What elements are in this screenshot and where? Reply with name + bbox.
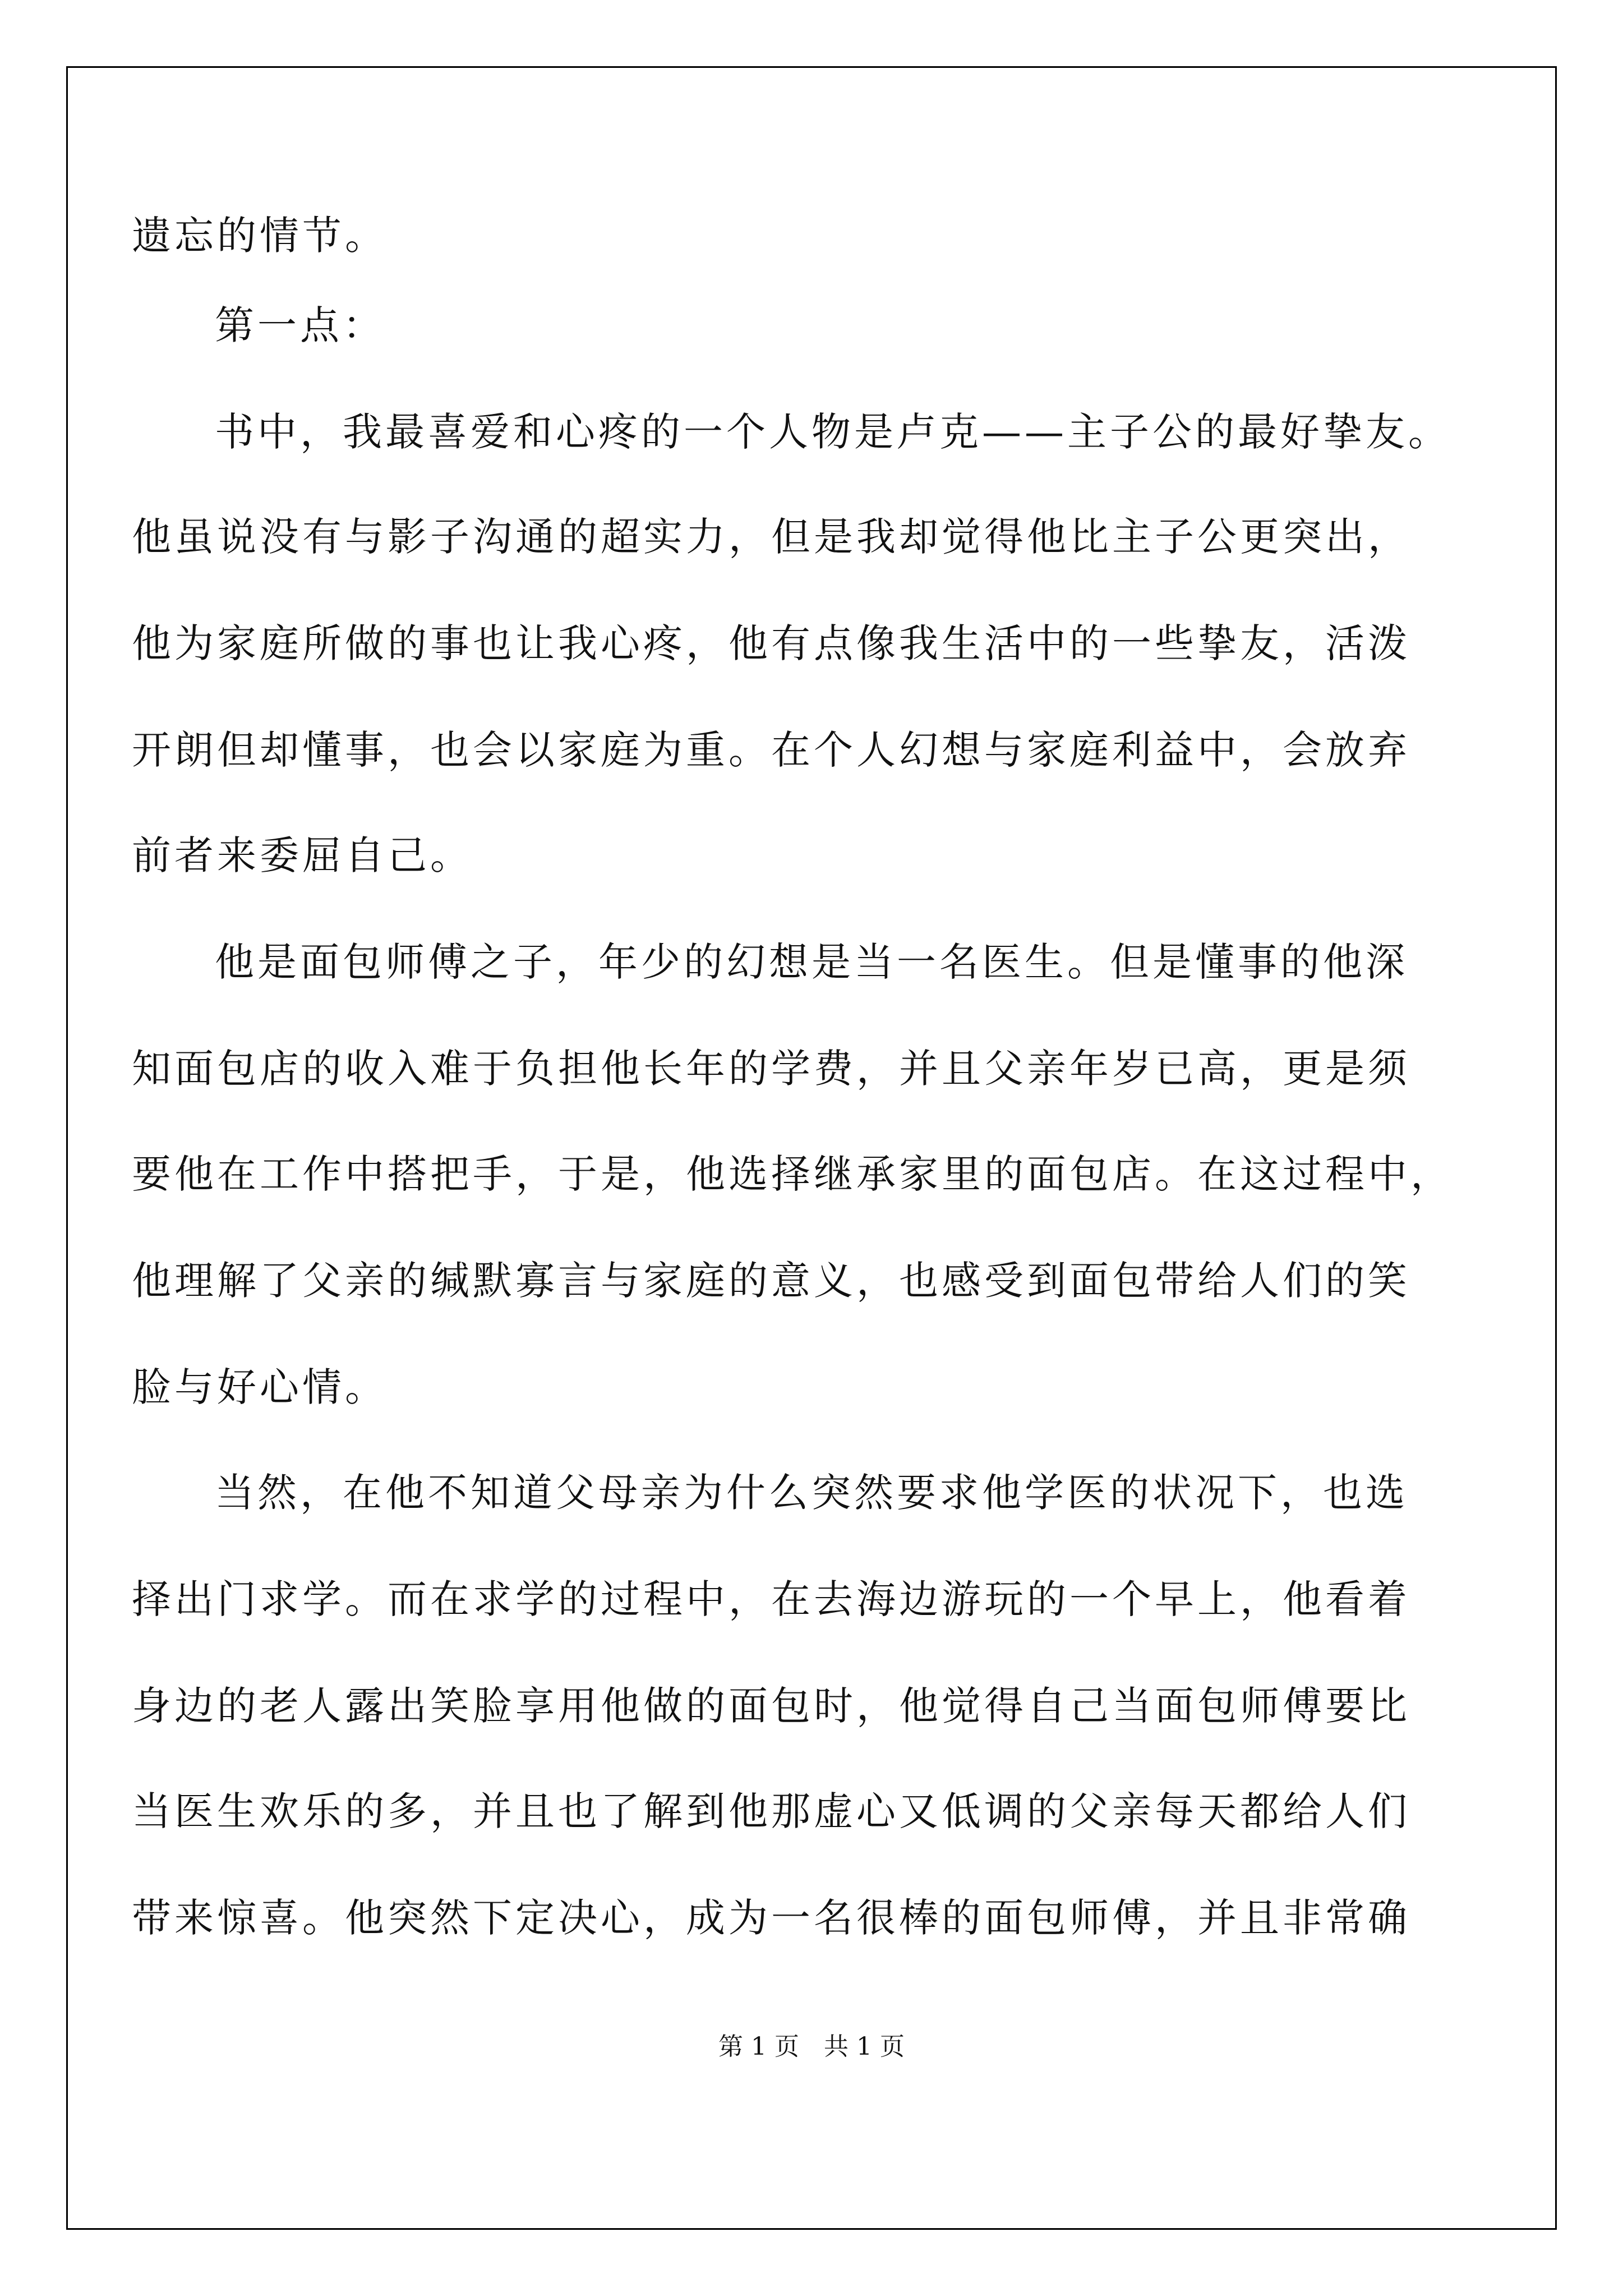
text-line: 书中，我最喜爱和心疼的一个人物是卢克——主子公的最好挚友。: [215, 409, 1451, 455]
text-line: 他虽说没有与影子沟通的超实力，但是我却觉得他比主子公更突出，: [132, 514, 1410, 560]
text-line: 遗忘的情节。: [132, 213, 388, 259]
page-number-footer: 第 1 页 共 1 页: [718, 2032, 905, 2061]
text-line: 前者来委屈自己。: [132, 832, 473, 878]
text-line: 脸与好心情。: [132, 1364, 388, 1410]
text-line: 要他在工作中搭把手，于是，他选择继承家里的面包店。在这过程中，: [132, 1151, 1453, 1197]
text-line: 带来惊喜。他突然下定决心，成为一名很棒的面包师傅，并且非常确: [132, 1895, 1410, 1941]
text-line: 当然，在他不知道父母亲为什么突然要求他学医的状况下，也选: [215, 1470, 1408, 1516]
section-heading: 第一点：: [215, 302, 385, 348]
text-line: 当医生欢乐的多，并且也了解到他那虚心又低调的父亲每天都给人们: [132, 1788, 1410, 1834]
text-line: 择出门求学。而在求学的过程中，在去海边游玩的一个早上，他看着: [132, 1576, 1410, 1622]
text-line: 他是面包师傅之子，年少的幻想是当一名医生。但是懂事的他深: [215, 939, 1408, 985]
text-line: 身边的老人露出笑脸享用他做的面包时，他觉得自己当面包师傅要比: [132, 1683, 1410, 1729]
text-line: 他理解了父亲的缄默寡言与家庭的意义，也感受到面包带给人们的笑: [132, 1258, 1410, 1304]
text-line: 开朗但却懂事，也会以家庭为重。在个人幻想与家庭利益中，会放弃: [132, 727, 1410, 773]
text-line: 他为家庭所做的事也让我心疼，他有点像我生活中的一些挚友，活泼: [132, 620, 1410, 666]
text-line: 知面包店的收入难于负担他长年的学费，并且父亲年岁已高，更是须: [132, 1046, 1410, 1092]
